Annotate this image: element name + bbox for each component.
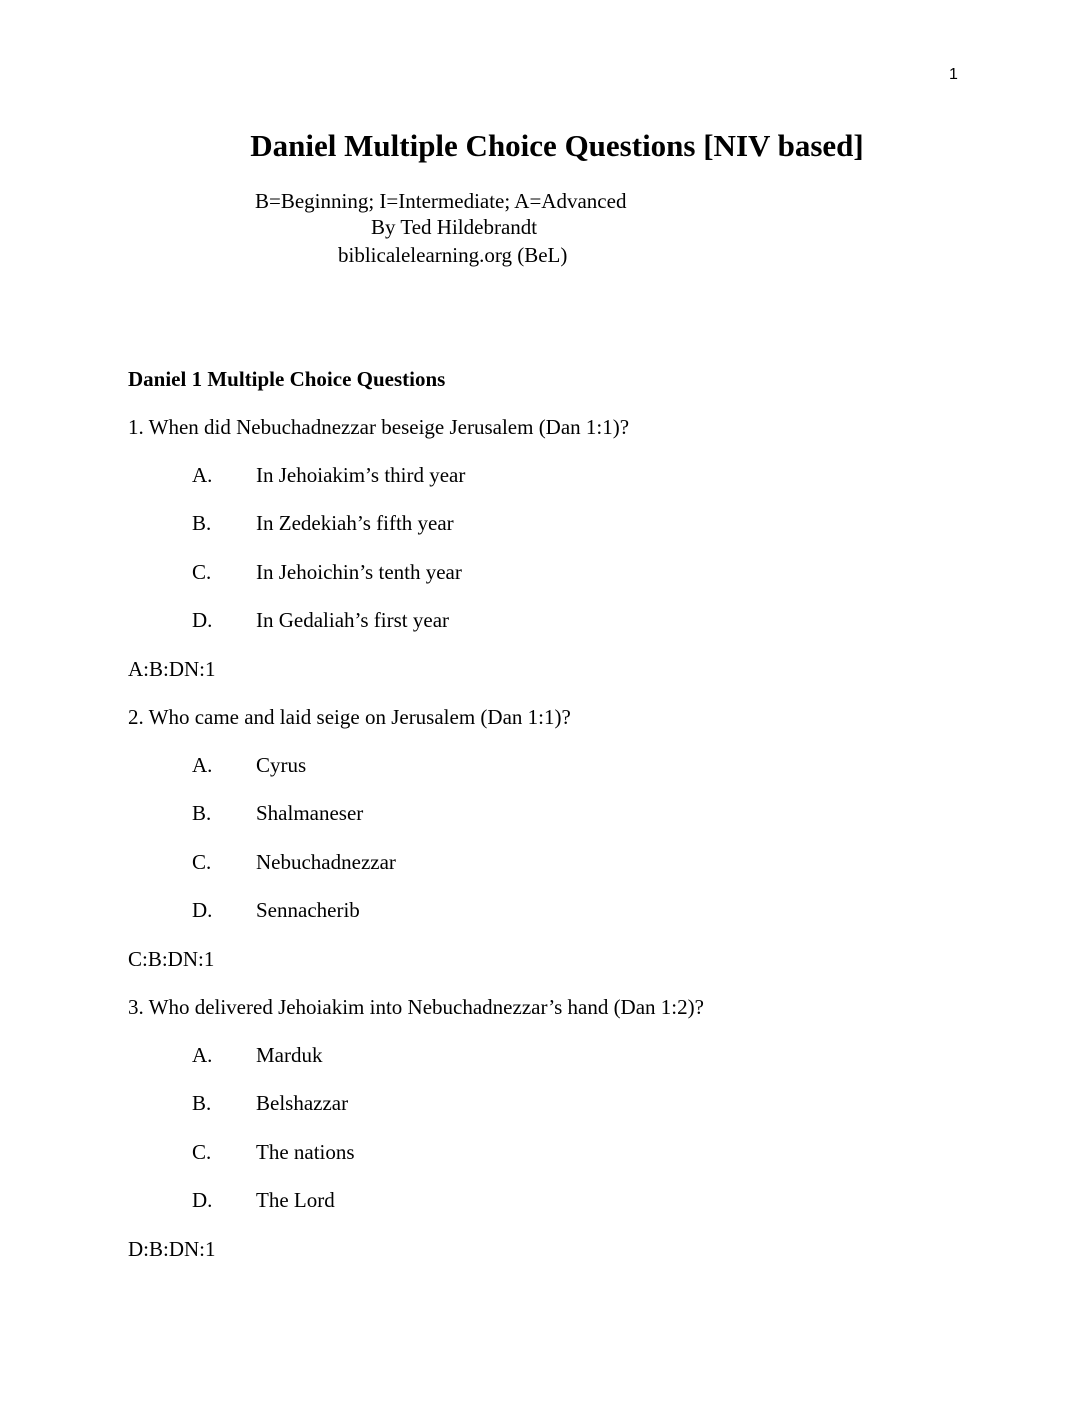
page-number: 1 <box>949 66 958 83</box>
question-3-option-c <box>192 1140 355 1165</box>
question-3-option-b <box>192 1091 348 1116</box>
option-letter: B. <box>192 511 212 535</box>
option-letter: D. <box>192 608 213 632</box>
question-1-option-a <box>192 463 465 488</box>
option-text: Belshazzar <box>256 1091 349 1115</box>
option-letter: A. <box>192 753 213 777</box>
question-2-option-b <box>192 801 363 826</box>
question-3-option-a <box>192 1043 323 1068</box>
option-text: In Gedaliah’s first year <box>256 608 450 632</box>
option-text: In Jehoiakim’s third year <box>256 463 466 487</box>
question-2-option-a <box>192 753 306 778</box>
option-letter: B. <box>192 801 212 825</box>
option-text: The nations <box>256 1140 355 1164</box>
option-text: The Lord <box>256 1188 335 1212</box>
question-2-answer-key: C:B:DN:1 <box>128 947 215 971</box>
question-1-option-c <box>192 560 462 585</box>
option-letter: A. <box>192 1043 213 1067</box>
question-2-text: 2. Who came and laid seige on Jerusalem (Dan 1:1)? <box>128 705 571 729</box>
question-2-option-d <box>192 898 360 923</box>
option-letter: C. <box>192 850 212 874</box>
subtitle-author: By Ted Hildebrandt <box>371 215 538 239</box>
question-1-text: 1. When did Nebuchadnezzar beseige Jerusalem (Dan 1:1)? <box>128 415 630 439</box>
option-letter: C. <box>192 560 212 584</box>
option-letter: A. <box>192 463 213 487</box>
question-3-option-d <box>192 1188 335 1213</box>
question-1-option-b <box>192 511 454 536</box>
page-title: Daniel Multiple Choice Questions [NIV based] <box>250 128 864 163</box>
option-text: Nebuchadnezzar <box>256 850 396 874</box>
question-1-answer-key: A:B:DN:1 <box>128 657 216 681</box>
question-3-answer-key: D:B:DN:1 <box>128 1237 216 1261</box>
question-2-option-c <box>192 850 396 875</box>
option-text: Marduk <box>256 1043 323 1067</box>
option-text: In Jehoichin’s tenth year <box>256 560 462 584</box>
question-3-text: 3. Who delivered Jehoiakim into Nebuchadnezzar’s hand (Dan 1:2)? <box>128 995 704 1019</box>
question-1-option-d <box>192 608 449 633</box>
option-text: Cyrus <box>256 753 307 777</box>
subtitle-site: biblicalelearning.org (BeL) <box>338 243 568 267</box>
option-letter: D. <box>192 1188 213 1212</box>
section-heading: Daniel 1 Multiple Choice Questions <box>128 367 446 391</box>
subtitle-levels: B=Beginning; I=Intermediate; A=Advanced <box>255 189 627 213</box>
option-letter: D. <box>192 898 213 922</box>
option-text: Shalmaneser <box>256 801 364 825</box>
option-letter: B. <box>192 1091 212 1115</box>
option-text: In Zedekiah’s fifth year <box>256 511 454 535</box>
option-text: Sennacherib <box>256 898 360 922</box>
option-letter: C. <box>192 1140 212 1164</box>
